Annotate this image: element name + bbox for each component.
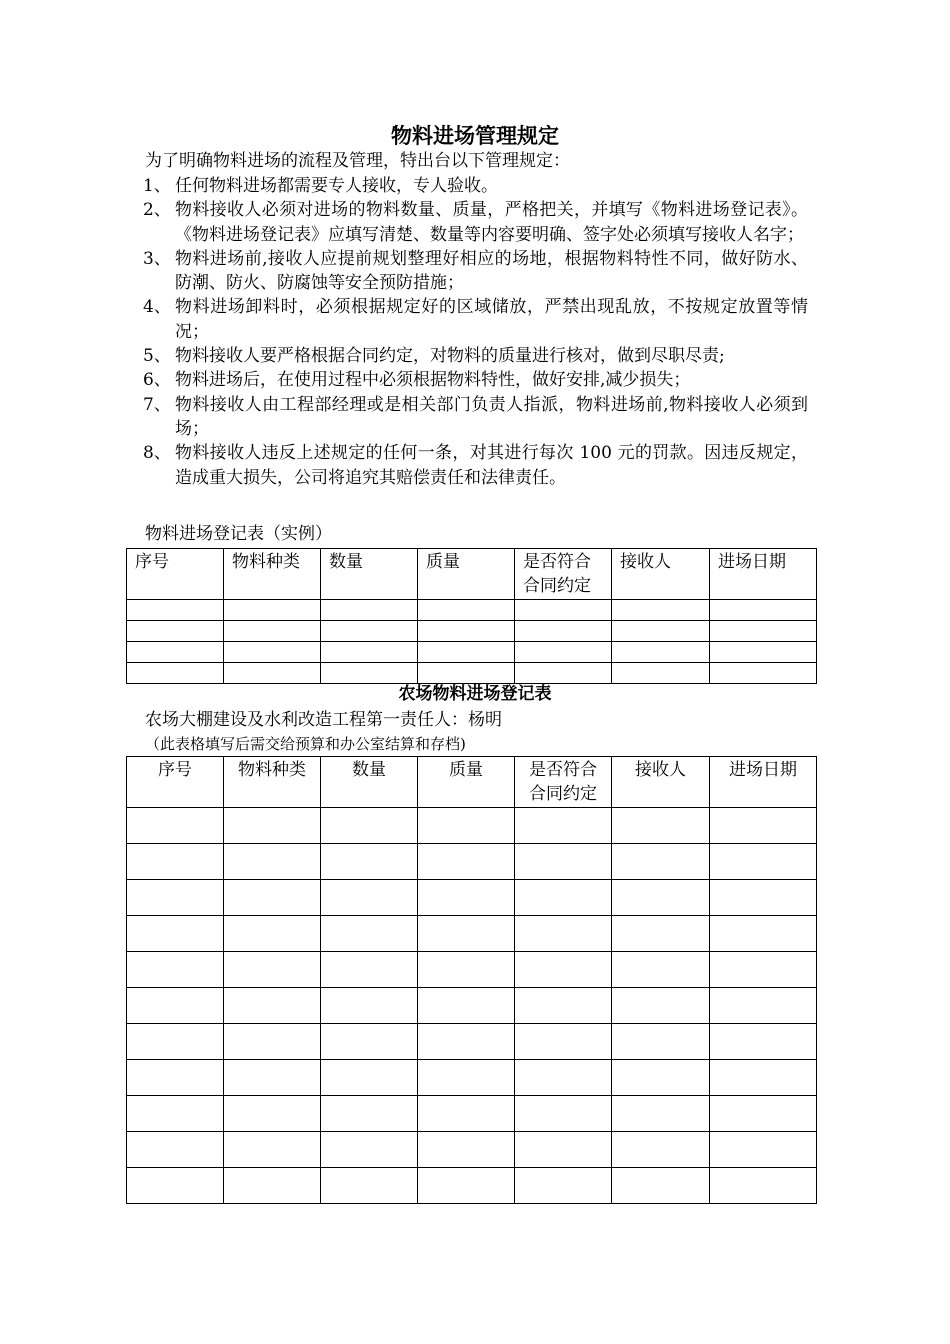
header-cell: 数量	[321, 549, 418, 600]
blank-cell	[612, 600, 710, 621]
blank-cell	[321, 916, 418, 952]
blank-cell	[321, 1132, 418, 1168]
rule-item	[143, 198, 808, 247]
blank-cell	[127, 988, 224, 1024]
blank-cell	[418, 1060, 515, 1096]
blank-cell	[515, 1132, 612, 1168]
blank-cell	[612, 1132, 710, 1168]
blank-cell	[515, 642, 612, 663]
blank-cell	[127, 600, 224, 621]
blank-cell	[710, 621, 817, 642]
blank-cell	[710, 663, 817, 684]
rule-number: 5、	[143, 346, 171, 367]
blank-cell	[127, 844, 224, 880]
table-row	[127, 642, 817, 663]
rule-number: 1、	[143, 176, 171, 196]
blank-cell	[224, 808, 321, 844]
header-cell: 质量	[418, 757, 515, 808]
rule-text: 物料接收人由工程部经理或是相关部门负责人指派，物料进场前,物料接收人必须到场；	[175, 394, 808, 439]
blank-cell	[224, 952, 321, 988]
rule-text: 物料接收人要严格根据合同约定，对物料的质量进行核对，做到尽职尽责;	[175, 346, 725, 367]
rule-item	[143, 393, 808, 442]
blank-cell	[321, 880, 418, 916]
blank-cell	[418, 663, 515, 684]
rule-item	[143, 174, 808, 198]
rules-list	[143, 174, 808, 490]
blank-cell	[612, 663, 710, 684]
blank-cell	[418, 1096, 515, 1132]
table-row	[127, 663, 817, 684]
blank-cell	[710, 1060, 817, 1096]
blank-cell	[710, 1096, 817, 1132]
blank-cell	[710, 952, 817, 988]
rule-text: 物料进场卸料时，必须根据规定好的区域储放，严禁出现乱放，不按规定放置等情况；	[175, 297, 808, 342]
blank-cell	[515, 663, 612, 684]
blank-cell	[224, 1060, 321, 1096]
rule-text: 物料接收人违反上述规定的任何一条，对其进行每次 100 元的罚款。因违反规定，造成重大损失，公司将追究其赔偿责任和法律责任。	[175, 443, 808, 488]
blank-cell	[515, 916, 612, 952]
rule-text: 物料接收人必须对进场的物料数量、质量，严格把关，并填写《物料进场登记表》。《物料进场登记表》应填写清楚、数量等内容要明确、签字处必须填写接收人名字；	[175, 200, 808, 245]
table-header-row	[127, 757, 817, 808]
table-row	[127, 952, 817, 988]
intro-text: 为了明确物料进场的流程及管理，特出台以下管理规定：	[145, 151, 570, 171]
blank-cell	[515, 621, 612, 642]
blank-cell	[612, 621, 710, 642]
table-row	[127, 1024, 817, 1060]
rule-item	[143, 441, 808, 490]
blank-cell	[710, 988, 817, 1024]
blank-cell	[515, 1060, 612, 1096]
blank-cell	[321, 844, 418, 880]
blank-cell	[710, 880, 817, 916]
blank-cell	[418, 621, 515, 642]
blank-cell	[127, 916, 224, 952]
blank-cell	[418, 642, 515, 663]
rule-item	[143, 247, 808, 296]
header-cell: 接收人	[612, 549, 710, 600]
blank-cell	[224, 642, 321, 663]
blank-cell	[710, 844, 817, 880]
blank-cell	[612, 1024, 710, 1060]
blank-cell	[127, 1060, 224, 1096]
blank-cell	[224, 600, 321, 621]
blank-cell	[418, 988, 515, 1024]
header-cell: 进场日期	[710, 757, 817, 808]
header-cell: 是否符合合同约定	[515, 757, 612, 808]
blank-cell	[224, 1096, 321, 1132]
blank-cell	[224, 1024, 321, 1060]
blank-cell	[127, 1096, 224, 1132]
blank-cell	[321, 663, 418, 684]
blank-cell	[127, 642, 224, 663]
example-register-table	[126, 548, 817, 684]
blank-cell	[321, 621, 418, 642]
blank-cell	[710, 916, 817, 952]
blank-cell	[612, 880, 710, 916]
rule-item	[143, 295, 808, 344]
header-cell: 数量	[321, 757, 418, 808]
blank-cell	[515, 1168, 612, 1204]
rule-text: 物料进场前,接收人应提前规划整理好相应的场地，根据物料特性不同，做好防水、防潮、防火、防腐蚀等安全预防措施；	[175, 248, 808, 294]
header-cell: 进场日期	[710, 549, 817, 600]
blank-cell	[418, 952, 515, 988]
table-row	[127, 844, 817, 880]
blank-cell	[710, 1168, 817, 1204]
blank-cell	[710, 1024, 817, 1060]
filing-note: （此表格填写后需交给预算和办公室结算和存档)	[145, 735, 466, 753]
rule-text: 任何物料进场都需要专人接收，专人验收。	[175, 176, 498, 196]
blank-cell	[321, 808, 418, 844]
rule-number: 4、	[143, 297, 171, 318]
rule-number: 3、	[143, 248, 171, 269]
rule-number: 8、	[143, 443, 171, 464]
blank-cell	[612, 1060, 710, 1096]
blank-cell	[127, 1132, 224, 1168]
header-cell: 序号	[127, 757, 224, 808]
blank-cell	[224, 1168, 321, 1204]
header-cell: 物料种类	[224, 757, 321, 808]
table-row	[127, 1096, 817, 1132]
blank-cell	[321, 1024, 418, 1060]
blank-cell	[127, 1024, 224, 1060]
farm-register-table	[126, 756, 817, 1204]
rule-number: 2、	[143, 200, 171, 221]
blank-cell	[612, 916, 710, 952]
blank-cell	[224, 1132, 321, 1168]
blank-cell	[710, 1132, 817, 1168]
rule-item	[143, 344, 808, 368]
blank-cell	[418, 916, 515, 952]
blank-cell	[418, 1024, 515, 1060]
blank-cell	[515, 988, 612, 1024]
example-table-caption: 物料进场登记表（实例）	[145, 524, 332, 544]
blank-cell	[710, 600, 817, 621]
blank-cell	[321, 1060, 418, 1096]
blank-cell	[418, 1168, 515, 1204]
blank-cell	[515, 1096, 612, 1132]
table-row	[127, 1132, 817, 1168]
blank-cell	[127, 663, 224, 684]
blank-cell	[515, 1024, 612, 1060]
blank-cell	[515, 844, 612, 880]
blank-cell	[321, 1168, 418, 1204]
blank-cell	[710, 642, 817, 663]
blank-cell	[224, 880, 321, 916]
rule-item	[143, 368, 808, 392]
blank-cell	[418, 880, 515, 916]
table-row	[127, 621, 817, 642]
blank-cell	[612, 808, 710, 844]
rule-text: 物料进场后，在使用过程中必须根据物料特性，做好安排,减少损失；	[175, 370, 691, 391]
blank-cell	[224, 621, 321, 642]
blank-cell	[515, 952, 612, 988]
table-row	[127, 916, 817, 952]
blank-cell	[612, 952, 710, 988]
blank-cell	[127, 952, 224, 988]
blank-cell	[321, 642, 418, 663]
blank-cell	[418, 600, 515, 621]
rule-number: 6、	[143, 370, 171, 391]
blank-cell	[224, 916, 321, 952]
responsible-person-line: 农场大棚建设及水利改造工程第一责任人：杨明	[145, 710, 502, 730]
blank-cell	[418, 808, 515, 844]
table-row	[127, 1168, 817, 1204]
table-row	[127, 988, 817, 1024]
blank-cell	[612, 988, 710, 1024]
header-cell: 质量	[418, 549, 515, 600]
rule-number: 7、	[143, 394, 171, 415]
blank-cell	[321, 988, 418, 1024]
blank-cell	[224, 988, 321, 1024]
header-cell: 是否符合合同约定	[515, 549, 612, 600]
blank-cell	[127, 808, 224, 844]
blank-cell	[612, 1096, 710, 1132]
blank-cell	[127, 1168, 224, 1204]
header-cell: 物料种类	[224, 549, 321, 600]
header-cell: 序号	[127, 549, 224, 600]
blank-cell	[127, 621, 224, 642]
blank-cell	[224, 844, 321, 880]
blank-cell	[321, 600, 418, 621]
blank-cell	[321, 1096, 418, 1132]
blank-cell	[515, 600, 612, 621]
blank-cell	[515, 808, 612, 844]
table-row	[127, 808, 817, 844]
blank-cell	[127, 880, 224, 916]
table-row	[127, 880, 817, 916]
table-row	[127, 1060, 817, 1096]
blank-cell	[515, 880, 612, 916]
register-table-title: 农场物料进场登记表	[398, 684, 552, 704]
blank-cell	[418, 844, 515, 880]
blank-cell	[612, 844, 710, 880]
blank-cell	[612, 1168, 710, 1204]
header-cell: 接收人	[612, 757, 710, 808]
blank-cell	[710, 808, 817, 844]
table-header-row	[127, 549, 817, 600]
blank-cell	[321, 952, 418, 988]
blank-cell	[224, 663, 321, 684]
table-row	[127, 600, 817, 621]
blank-cell	[612, 642, 710, 663]
document-title: 物料进场管理规定	[391, 123, 559, 148]
blank-cell	[418, 1132, 515, 1168]
